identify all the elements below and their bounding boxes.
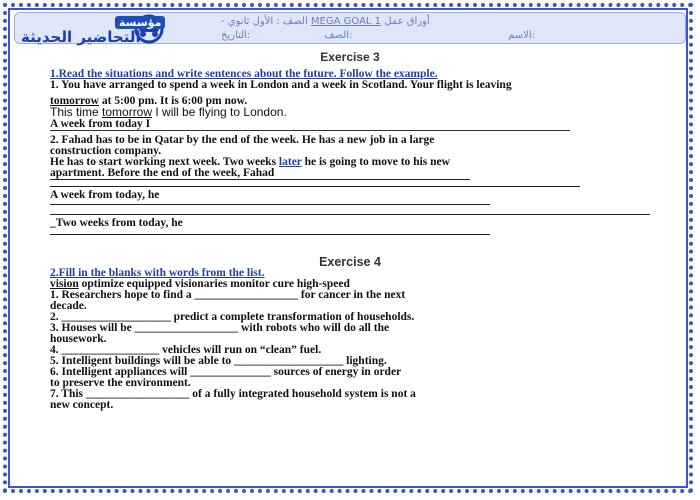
worksheet-header bbox=[14, 12, 686, 44]
exercise-3-q2-line3: He has to start working next week. Two weeks later he is going to move to his new bbox=[50, 156, 450, 168]
date-label: التاريخ: bbox=[221, 30, 251, 41]
exercise-4-s3-cont: housework. bbox=[50, 333, 107, 345]
class-label: الصف: bbox=[324, 30, 353, 41]
exercise-4-title: Exercise 4 bbox=[319, 255, 381, 269]
name-label: الاسم: bbox=[508, 30, 535, 41]
exercise-4-s1-cont: decade. bbox=[50, 300, 87, 312]
exercise-3-title: Exercise 3 bbox=[320, 50, 380, 64]
logo-small-text: مؤسسة bbox=[115, 16, 165, 29]
exercise-3-q1-prompt: A week from today I bbox=[50, 118, 151, 130]
answer-line bbox=[50, 214, 650, 215]
header-course-title: - الصف : الأول ثانوي bbox=[221, 16, 308, 27]
exercise-3-q1-line2: tomorrow at 5:00 pm. It is 6:00 pm now. bbox=[50, 95, 248, 107]
exercise-3-q1-example: This time tomorrow I will be flying to London. bbox=[50, 105, 287, 119]
exercise-4-s4: 4. _________________ vehicles will run on “clean” fuel. bbox=[50, 344, 322, 356]
logo-main-text: التحاضير الحديثة bbox=[21, 28, 141, 46]
logo bbox=[19, 14, 169, 44]
exercise-4-s5: 5. Intelligent buildings will be able to ___________________ lighting. bbox=[50, 355, 387, 367]
exercise-4-wordlist: vision optimize equipped visionaries monitor cure high-speed bbox=[50, 278, 350, 290]
answer-line bbox=[50, 130, 570, 131]
exercise-3-q2-line4: apartment. Before the end of the week, Fahad bbox=[50, 167, 275, 179]
exercise-3-q2-prompt1: A week from today, he bbox=[50, 189, 160, 201]
header-fields-line bbox=[221, 30, 384, 41]
header-subject-line bbox=[221, 16, 430, 27]
answer-line bbox=[50, 186, 580, 187]
exercise-4-s3: 3. Houses will be __________________ with robots who will do all the bbox=[50, 322, 390, 334]
header-book-title: MEGA GOAL 1 bbox=[310, 16, 382, 27]
exercise-3-q2-line2: construction company. bbox=[50, 145, 162, 157]
exercise-3-q2-line1: 2. Fahad has to be in Qatar by the end of the week. He has a new job in a large bbox=[50, 134, 435, 146]
exercise-4-s1: 1. Researchers hope to find a __________________ for cancer in the next bbox=[50, 289, 406, 301]
exercise-4-s6: 6. Intelligent appliances will ______________ sources of energy in order bbox=[50, 366, 402, 378]
answer-line bbox=[50, 234, 490, 235]
exercise-4-s7: 7. This __________________ of a fully integrated household system is not a bbox=[50, 388, 416, 400]
answer-line bbox=[50, 204, 490, 205]
exercise-3-q2-prompt2: _Two weeks from today, he bbox=[50, 217, 183, 229]
exercise-4-s2: 2. ___________________ predict a complete transformation of households. bbox=[50, 311, 415, 323]
exercise-4-s7-cont: new concept. bbox=[50, 399, 114, 411]
exercise-4-s6-cont: to preserve the environment. bbox=[50, 377, 191, 389]
exercise-3-instruction: 1.Read the situations and write sentences about the future. Follow the example. bbox=[50, 68, 438, 80]
exercise-3-q1-line1: 1. You have arranged to spend a week in London and a week in Scotland. Your flight is leaving bbox=[50, 79, 512, 91]
exercise-4-instruction: 2.Fill in the blanks with words from the list. bbox=[50, 267, 265, 279]
header-worksheets-label: أوراق عمل bbox=[384, 16, 430, 27]
answer-line bbox=[50, 179, 470, 180]
